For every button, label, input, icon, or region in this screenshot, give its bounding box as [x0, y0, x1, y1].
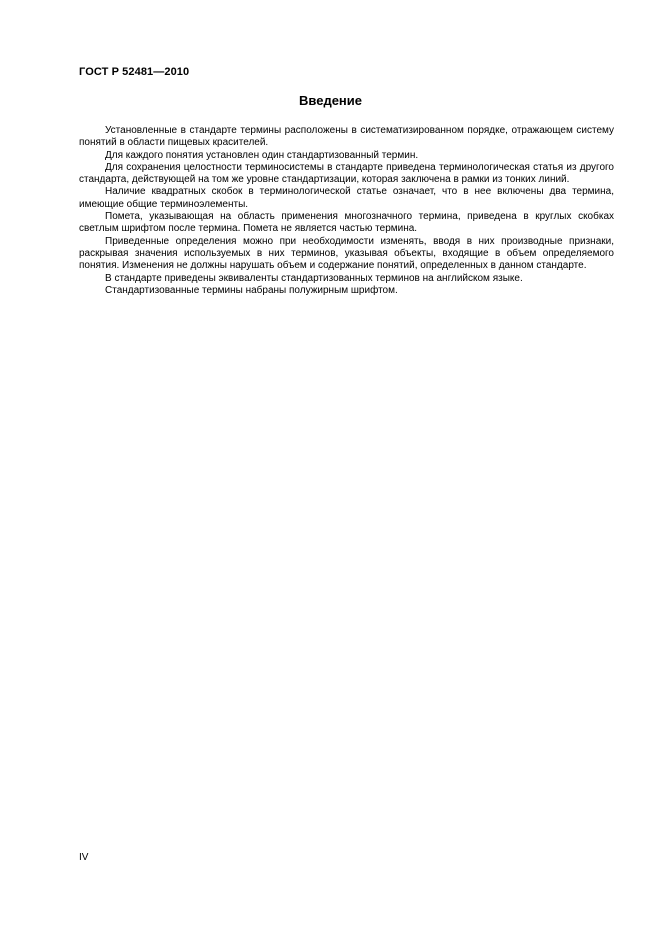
paragraph: Для каждого понятия установлен один стандартизованный термин.: [105, 149, 419, 161]
standard-number: ГОСТ Р 52481—2010: [79, 66, 190, 78]
paragraph: Для сохранения целостности терминосистемы в стандарте приведена терминологическая статья из другого стандарта, действующей на том же уровне стандартизации, которая заключена в рамки из тонких линий.: [79, 161, 614, 186]
paragraph: Помета, указывающая на область применения многозначного термина, приведена в круглых скобках светлым шрифтом после термина. Помета не является частью термина.: [79, 211, 614, 235]
page-number: IV: [79, 852, 89, 863]
paragraph: Установленные в стандарте термины расположены в систематизированном порядке, отражающем систему понятий в области пищевых красителей.: [79, 125, 614, 149]
paragraph: Стандартизованные термины набраны полужирным шрифтом.: [105, 284, 398, 296]
paragraph: Наличие квадратных скобок в терминологической статье означает, что в нее включены два термина, имеющие общие терминоэлементы.: [79, 186, 614, 210]
paragraph: Приведенные определения можно при необходимости изменять, вводя в них производные признаки, раскрывая значения используемых в них терминов, указывая объекты, входящие в объем определяемого понятия. Изменения не должны нарушать объем и содержание понятий, определенных в данном стандарте.: [79, 235, 614, 272]
section-title: Введение: [299, 93, 362, 108]
paragraph: В стандарте приведены эквиваленты стандартизованных терминов на английском языке.: [105, 272, 523, 284]
introduction-body: [79, 125, 614, 297]
